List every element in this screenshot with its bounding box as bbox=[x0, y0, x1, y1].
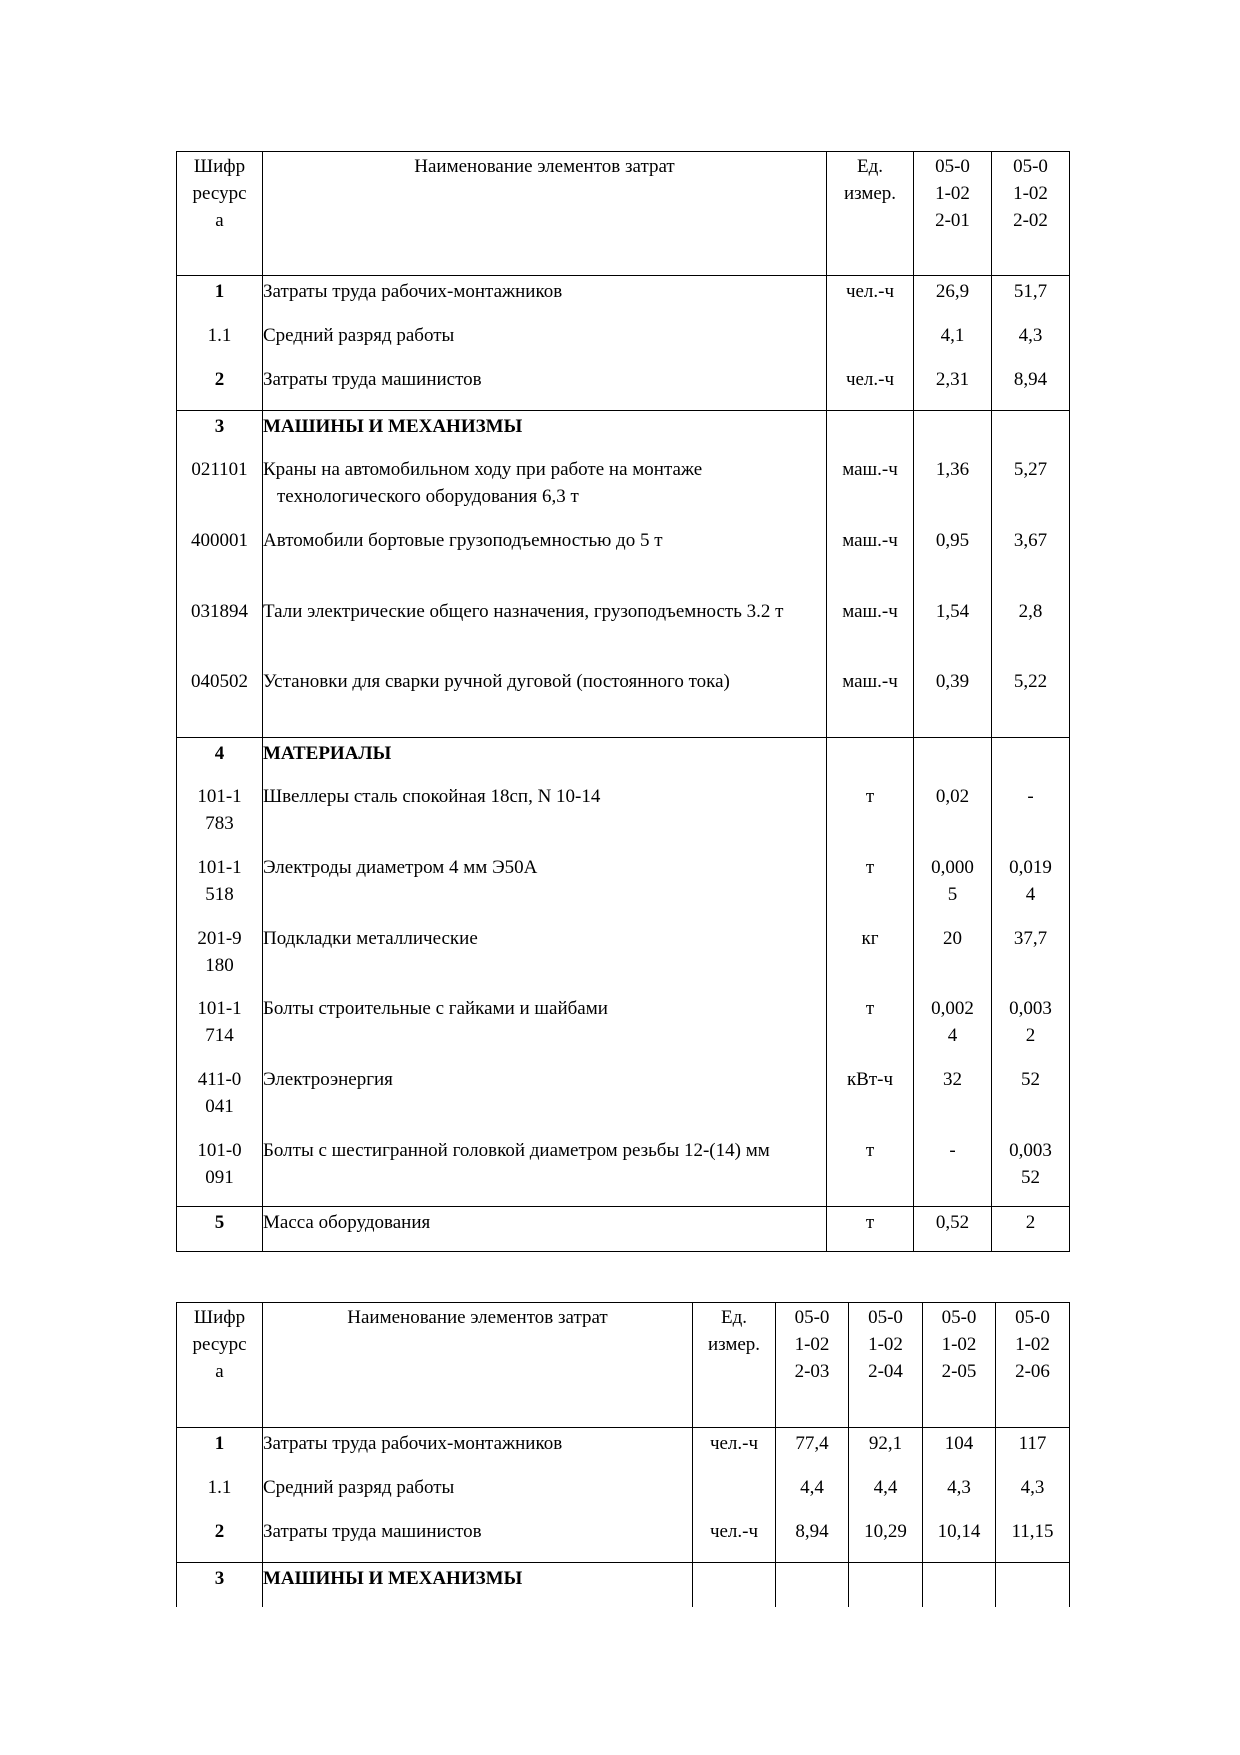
header-rate-col-2: 05-01-022-04 bbox=[849, 1303, 923, 1428]
row-value: 51,7 bbox=[1013, 281, 1048, 302]
row-name: Швеллеры сталь спокойная 18сп, N 10-14 bbox=[263, 785, 601, 807]
row-unit: т bbox=[865, 997, 875, 1019]
row-value: 1,54 bbox=[935, 600, 970, 622]
row-value: 37,7 bbox=[1013, 927, 1048, 949]
header-unit: Ед. измер. bbox=[693, 1303, 776, 1428]
row-value: 0,0032 bbox=[1009, 997, 1052, 1046]
table-row bbox=[177, 993, 1070, 1064]
row-unit bbox=[827, 411, 913, 413]
table-row bbox=[177, 1428, 1070, 1472]
row-code: 101-1714 bbox=[197, 997, 242, 1046]
row-name: Электроды диаметром 4 мм Э50А bbox=[263, 856, 538, 878]
row-value: 0,0005 bbox=[931, 856, 974, 905]
row-value: 0,39 bbox=[935, 670, 970, 692]
row-code: 5 bbox=[214, 1212, 225, 1233]
row-value: 10,29 bbox=[864, 1520, 907, 1542]
row-unit: т bbox=[865, 785, 875, 807]
row-code: 021101 bbox=[191, 458, 248, 480]
row-unit: чел.-ч bbox=[709, 1433, 759, 1454]
row-unit: чел.-ч bbox=[709, 1520, 759, 1542]
header-rate-col-2: 05-01-022-02 bbox=[992, 152, 1070, 276]
table-row bbox=[177, 411, 1070, 454]
row-unit bbox=[693, 1563, 775, 1565]
table-row bbox=[177, 1135, 1070, 1207]
row-unit: кг bbox=[861, 927, 879, 949]
header-resource-code: Шифр ресурса bbox=[177, 152, 263, 276]
row-value: 104 bbox=[944, 1433, 974, 1454]
row-code: 1 bbox=[214, 1433, 225, 1454]
header-rate-col-1: 05-01-022-03 bbox=[776, 1303, 849, 1428]
row-value bbox=[996, 1563, 1069, 1565]
row-code: 3 bbox=[214, 1568, 225, 1589]
header-resource-code: Шифр ресурса bbox=[177, 1303, 263, 1428]
row-name: Электроэнергия bbox=[263, 1068, 393, 1090]
row-code: 101-0091 bbox=[197, 1139, 242, 1188]
row-value bbox=[992, 738, 1069, 740]
row-value: 92,1 bbox=[868, 1433, 903, 1454]
row-name: Затраты труда машинистов bbox=[263, 1520, 482, 1542]
header-rate-col-1: 05-01-022-01 bbox=[914, 152, 992, 276]
row-value: 2,8 bbox=[1018, 600, 1043, 622]
section-title: МАШИНЫ И МЕХАНИЗМЫ bbox=[263, 416, 523, 437]
table-row bbox=[177, 276, 1070, 320]
row-name: Затраты труда машинистов bbox=[263, 368, 482, 390]
row-value: 0,95 bbox=[935, 529, 970, 551]
row-name: Затраты труда рабочих-монтажников bbox=[263, 1433, 563, 1454]
row-value: 26,9 bbox=[935, 281, 970, 302]
row-unit: маш.-ч bbox=[842, 529, 898, 551]
table-row bbox=[177, 596, 1070, 666]
row-value: 1,36 bbox=[935, 458, 970, 480]
header-cost-element-name: Наименование элементов затрат bbox=[263, 152, 827, 276]
row-value bbox=[992, 411, 1069, 413]
table-row bbox=[177, 1472, 1070, 1516]
row-value: 3,67 bbox=[1013, 529, 1048, 551]
row-value: 0,0194 bbox=[1009, 856, 1052, 905]
row-unit: чел.-ч bbox=[845, 281, 895, 302]
row-name: Тали электрические общего назначения, грузоподъемность 3.2 т bbox=[263, 600, 784, 622]
header-rate-col-3: 05-01-022-05 bbox=[923, 1303, 996, 1428]
row-value: 77,4 bbox=[795, 1433, 829, 1454]
row-name: Средний разряд работы bbox=[263, 324, 455, 346]
row-value: 117 bbox=[1018, 1433, 1047, 1454]
row-value: 2,31 bbox=[935, 368, 970, 390]
row-name: Подкладки металлические bbox=[263, 927, 478, 949]
row-value: 0,02 bbox=[935, 785, 970, 807]
row-code: 2 bbox=[214, 1520, 225, 1542]
row-code: 031894 bbox=[191, 600, 248, 622]
row-code: 201-9180 bbox=[197, 927, 242, 976]
row-code: 2 bbox=[214, 368, 225, 390]
row-value: 8,94 bbox=[1013, 368, 1048, 390]
row-value: 0,0024 bbox=[931, 997, 974, 1046]
row-unit: маш.-ч bbox=[842, 600, 898, 622]
table-row bbox=[177, 852, 1070, 923]
row-unit: чел.-ч bbox=[845, 368, 895, 390]
row-name: Болты строительные с гайками и шайбами bbox=[263, 997, 608, 1019]
row-value: 4,3 bbox=[1018, 324, 1043, 346]
row-code: 411-0041 bbox=[197, 1068, 242, 1117]
row-value: 0,52 bbox=[935, 1212, 970, 1233]
row-name: Краны на автомобильном ходу при работе на монтаже технологического оборудования 6,3 т bbox=[263, 458, 703, 507]
row-unit: кВт-ч bbox=[846, 1068, 894, 1090]
row-value: 4,4 bbox=[873, 1476, 898, 1498]
row-value: 5,27 bbox=[1013, 458, 1048, 480]
resource-table-1 bbox=[176, 151, 1070, 1252]
row-unit: маш.-ч bbox=[842, 670, 898, 692]
row-value: 0,00352 bbox=[1009, 1139, 1052, 1188]
table-row bbox=[177, 1064, 1070, 1135]
table-row bbox=[177, 364, 1070, 411]
row-name: Средний разряд работы bbox=[263, 1476, 455, 1498]
row-value: 52 bbox=[1021, 1068, 1040, 1090]
row-unit: т bbox=[865, 1139, 875, 1161]
table-row bbox=[177, 525, 1070, 596]
row-unit: т bbox=[865, 1212, 875, 1233]
row-value: 5,22 bbox=[1013, 670, 1048, 692]
row-value bbox=[849, 1563, 922, 1565]
row-value bbox=[914, 411, 991, 413]
row-code: 101-1518 bbox=[197, 856, 242, 905]
table-row bbox=[177, 1563, 1070, 1607]
row-value: 10,14 bbox=[937, 1520, 981, 1542]
row-unit: т bbox=[865, 856, 875, 878]
row-value: 4,1 bbox=[940, 324, 965, 346]
section-title: МАТЕРИАЛЫ bbox=[263, 743, 392, 764]
row-code: 1 bbox=[214, 281, 225, 302]
row-value: 11,15 bbox=[1011, 1520, 1054, 1542]
header-cost-element-name: Наименование элементов затрат bbox=[263, 1303, 693, 1428]
row-unit bbox=[827, 738, 913, 740]
row-value: 4,3 bbox=[947, 1476, 971, 1498]
row-unit bbox=[827, 320, 913, 322]
row-value: 20 bbox=[943, 927, 962, 949]
row-code: 3 bbox=[214, 416, 225, 437]
table-row bbox=[177, 320, 1070, 364]
row-name: Масса оборудования bbox=[263, 1212, 431, 1233]
header-rate-col-4: 05-01-022-06 bbox=[996, 1303, 1070, 1428]
row-code: 1.1 bbox=[207, 324, 232, 346]
row-unit bbox=[693, 1472, 775, 1474]
table-row bbox=[177, 781, 1070, 852]
row-value bbox=[776, 1563, 848, 1565]
row-code: 101-1783 bbox=[197, 785, 242, 834]
row-value: 32 bbox=[943, 1068, 962, 1090]
row-value: - bbox=[949, 1139, 956, 1161]
row-value: - bbox=[1027, 785, 1034, 807]
row-name: Установки для сварки ручной дуговой (постоянного тока) bbox=[263, 670, 730, 692]
row-code: 4 bbox=[214, 743, 225, 764]
row-value bbox=[923, 1563, 995, 1565]
table-row bbox=[177, 738, 1070, 781]
row-code: 1.1 bbox=[207, 1476, 232, 1498]
row-code: 040502 bbox=[191, 670, 248, 692]
row-name: Автомобили бортовые грузоподъемностью до 5 т bbox=[263, 529, 663, 551]
row-name: Затраты труда рабочих-монтажников bbox=[263, 281, 563, 302]
table-row bbox=[177, 1207, 1070, 1252]
row-name: Болты с шестигранной головкой диаметром резьбы 12-(14) мм bbox=[263, 1139, 770, 1161]
resource-table-2 bbox=[176, 1302, 1070, 1607]
row-unit: маш.-ч bbox=[842, 458, 898, 480]
row-value: 4,3 bbox=[1020, 1476, 1045, 1498]
row-value: 8,94 bbox=[795, 1520, 829, 1542]
table-row bbox=[177, 1516, 1070, 1563]
header-unit: Ед. измер. bbox=[827, 152, 914, 276]
table-row bbox=[177, 923, 1070, 993]
table-row bbox=[177, 666, 1070, 738]
row-value bbox=[914, 738, 991, 740]
row-value: 4,4 bbox=[800, 1476, 824, 1498]
row-code: 400001 bbox=[191, 529, 248, 551]
row-value: 2 bbox=[1025, 1212, 1036, 1233]
section-title: МАШИНЫ И МЕХАНИЗМЫ bbox=[263, 1568, 523, 1589]
table-row bbox=[177, 454, 1070, 525]
